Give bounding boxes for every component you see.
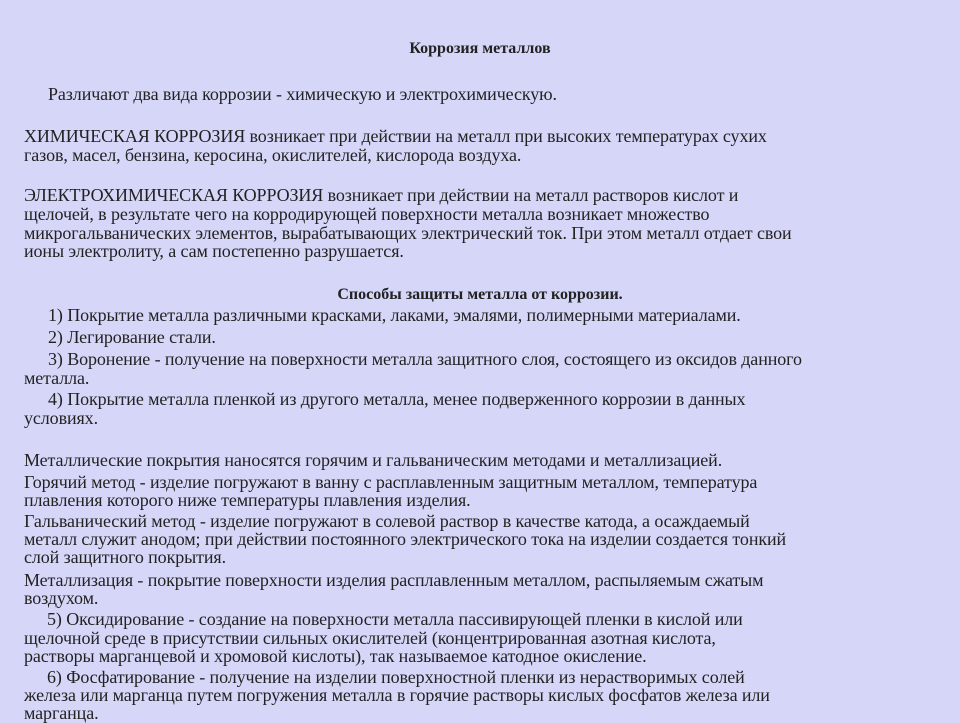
hot-method-line-2: плавления которого ниже температуры плавления изделия. — [24, 490, 471, 510]
method-4-line-2: условиях. — [24, 408, 98, 428]
metallization-line-1: Металлизация - покрытие поверхности изделия расплавленным металлом, распыляемым сжатым — [24, 570, 764, 590]
method-4-line-1: 4) Покрытие металла пленкой из другого металла, менее подверженного коррозии в данных — [48, 389, 746, 409]
galvanic-method-line-3: слой защитного покрытия. — [24, 547, 226, 567]
method-6-line-3: марганца. — [24, 703, 99, 723]
hot-method-line-1: Горячий метод - изделие погружают в ванну с расплавленным защитным металлом, температура — [24, 472, 758, 492]
electrochemical-line-1: ЭЛЕКТРОХИМИЧЕСКАЯ КОРРОЗИЯ возникает при действии на металл растворов кислот и — [24, 185, 739, 205]
chemical-line-2: газов, масел, бензина, керосина, окислителей, кислорода воздуха. — [24, 145, 522, 165]
method-1: 1) Покрытие металла различными красками, лаками, эмалями, полимерными материалами. — [48, 305, 741, 325]
method-6-line-1: 6) Фосфатирование - получение на изделии поверхностной пленки из нерастворимых солей — [47, 667, 745, 687]
methods-title: Способы защиты металла от коррозии. — [337, 286, 623, 303]
method-5-line-3: растворы марганцевой и хромовой кислоты), так называемое катодное окисление. — [24, 646, 647, 666]
method-3-line-1: 3) Воронение - получение на поверхности металла защитного слоя, состоящего из оксидов данного — [48, 349, 802, 369]
method-3-line-2: металла. — [24, 368, 90, 388]
electrochemical-line-4: ионы электролиту, а сам постепенно разрушается. — [24, 241, 404, 261]
intro-line: Различают два вида коррозии - химическую и электрохимическую. — [48, 84, 557, 104]
chemical-line-1: ХИМИЧЕСКАЯ КОРРОЗИЯ возникает при действии на металл при высоких температурах сухих — [24, 126, 767, 146]
galvanic-method-line-2: металл служит анодом; при действии постоянного электрического тока на изделии создается тонкий — [24, 529, 787, 549]
galvanic-method-line-1: Гальванический метод - изделие погружают в солевой раствор в качестве катода, а осаждаемый — [24, 511, 750, 531]
metallization-line-2: воздухом. — [24, 588, 99, 608]
method-5-line-2: щелочной среде в присутствии сильных окислителей (концентрированная азотная кислота, — [24, 628, 716, 648]
page-title: Коррозия металлов — [409, 40, 551, 57]
electrochemical-line-2: щелочей, в результате чего на корродирующей поверхности металла возникает множество — [24, 204, 710, 224]
method-2: 2) Легирование стали. — [48, 327, 216, 347]
method-5-line-1: 5) Оксидирование - создание на поверхности металла пассивирующей пленки в кислой или — [47, 609, 743, 629]
electrochemical-line-3: микрогальванических элементов, вырабатывающих электрический ток. При этом металл отдает свои — [24, 223, 792, 243]
method-6-line-2: железа или марганца путем погружения металла в горячие растворы кислых фосфатов железа или — [24, 685, 770, 705]
coatings-intro: Металлические покрытия наносятся горячим и гальваническим методами и металлизацией. — [24, 450, 723, 470]
